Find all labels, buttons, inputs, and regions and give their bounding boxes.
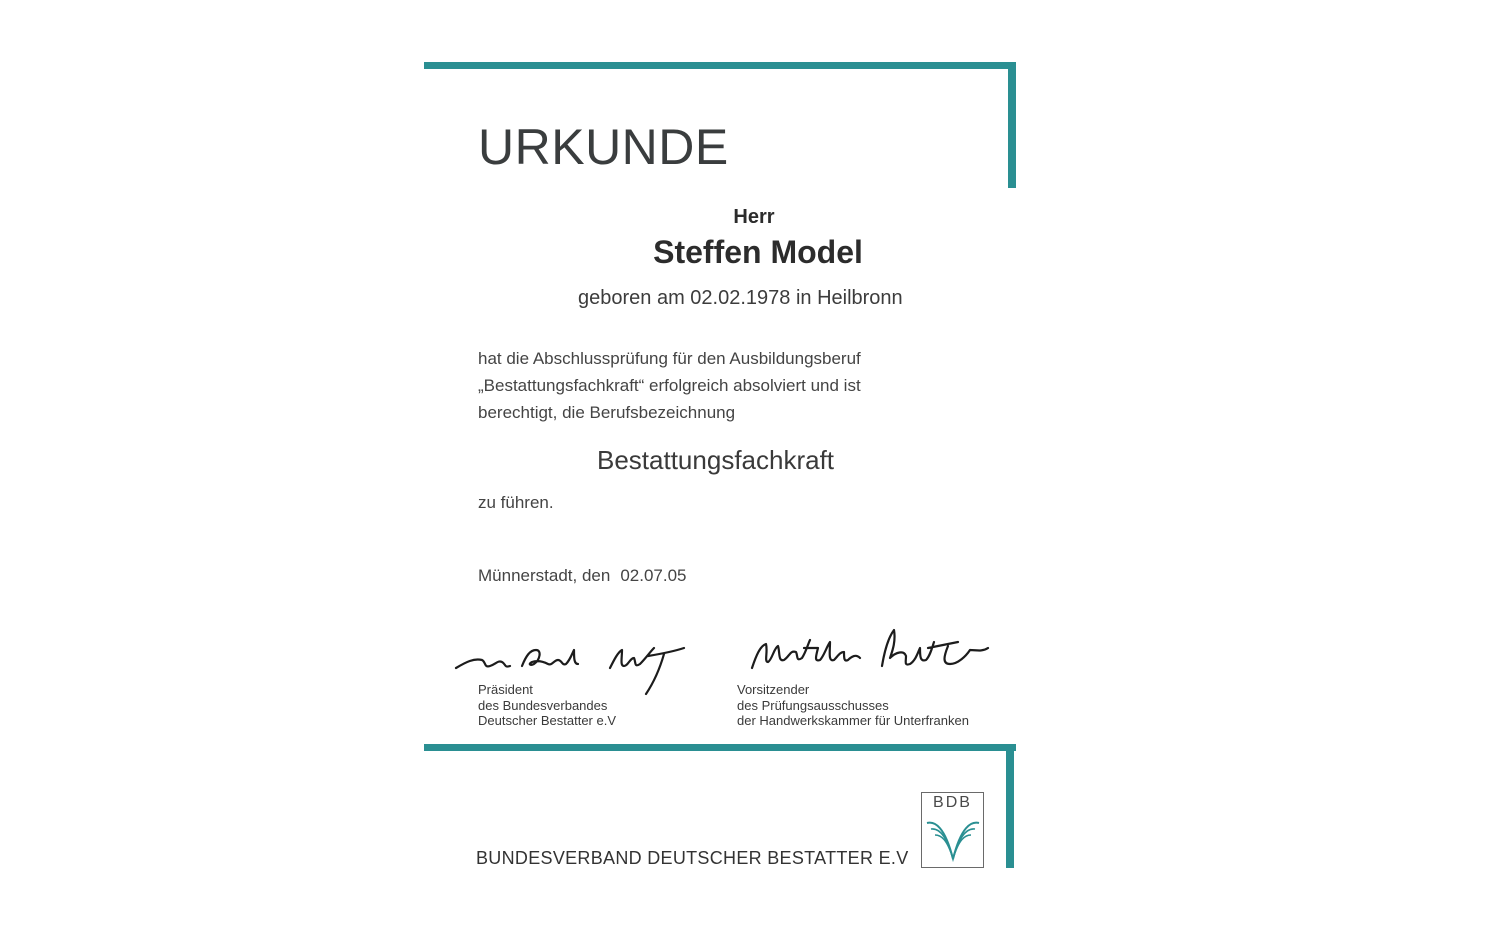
salutation: Herr — [733, 206, 775, 228]
caption-line: der Handwerkskammer für Unterfranken — [737, 713, 969, 728]
place-date — [478, 566, 687, 586]
caption-line: des Bundesverbandes — [478, 697, 608, 713]
caption-line: des Prüfungsausschusses — [737, 697, 889, 713]
caption-line: Vorsitzender — [737, 682, 810, 697]
exam-paragraph — [478, 345, 958, 426]
bottom-frame-bar — [424, 744, 1016, 751]
caption-line: Präsident — [478, 682, 533, 697]
chairman-caption — [737, 682, 969, 729]
caption-line: Deutscher Bestatter e.V — [478, 713, 617, 728]
president-caption — [478, 682, 616, 729]
paragraph-line: „Bestattungsfachkraft“ erfolgreich absolviert und ist — [478, 376, 861, 395]
profession-title: Bestattungsfachkraft — [597, 445, 835, 475]
birth-line: geboren am 02.02.1978 in Heilbronn — [578, 287, 903, 309]
logo-text: BDB — [933, 794, 972, 811]
top-frame-corner — [1008, 62, 1016, 188]
issue-date: 02.07.05 — [620, 566, 687, 585]
book-icon — [925, 815, 981, 863]
recipient-name: Steffen Model — [653, 234, 863, 270]
top-frame-bar — [424, 62, 1016, 69]
place-text: Münnerstadt, den — [478, 566, 611, 585]
closing-text: zu führen. — [478, 493, 554, 512]
paragraph-line: hat die Abschlussprüfung für den Ausbildungsberuf — [478, 349, 861, 368]
certificate-title: URKUNDE — [478, 119, 729, 175]
bottom-frame-corner — [1006, 744, 1014, 868]
paragraph-line: berechtigt, die Berufsbezeichnung — [478, 403, 736, 422]
bdb-logo — [921, 792, 984, 868]
organization-name: BUNDESVERBAND DEUTSCHER BESTATTER E.V — [476, 848, 909, 868]
